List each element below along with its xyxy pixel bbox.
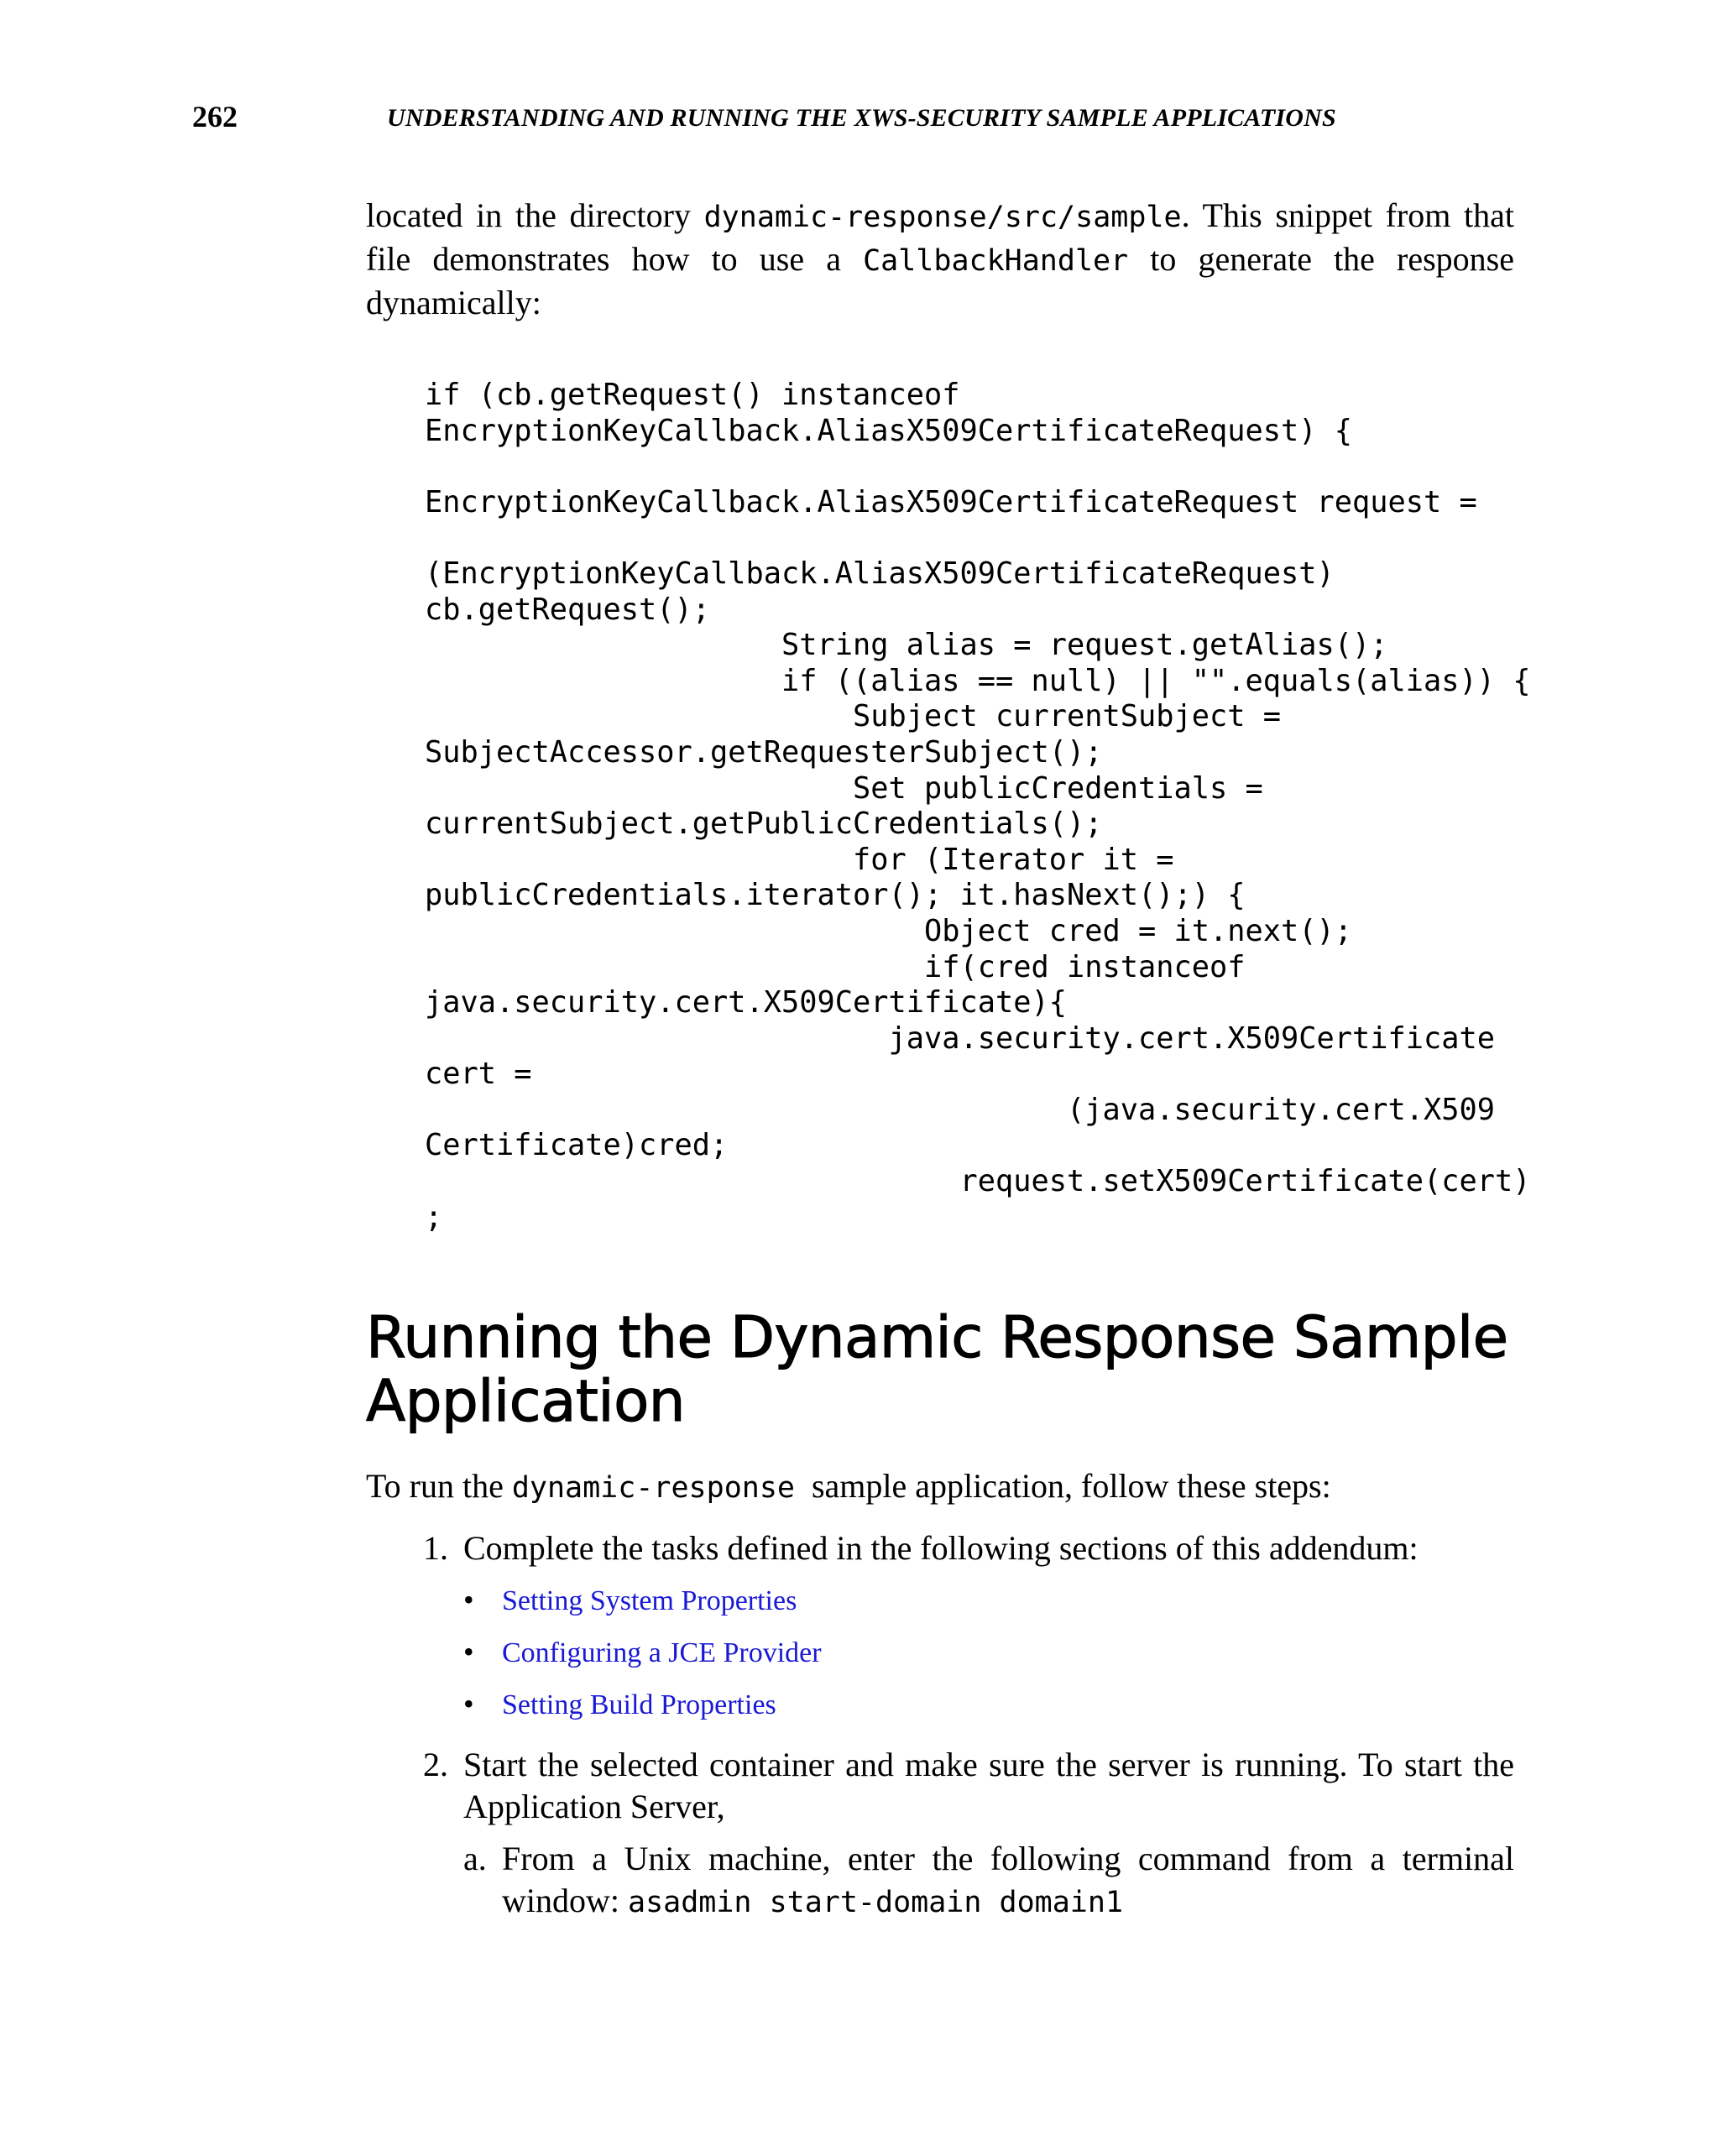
section-title: Running the Dynamic Response Sample Application xyxy=(366,1304,1508,1436)
step-text: Start the selected container and make sure the server is running. To start the Application Server, xyxy=(463,1746,1514,1826)
bullet-icon: • xyxy=(463,1687,474,1721)
list-item xyxy=(463,1637,1514,1670)
code-snippet: if (cb.getRequest() instanceof EncryptionKeyCallback.AliasX509CertificateRequest) { EncryptionKeyCallback.AliasX509CertificateRequest request = (EncryptionKeyCallback.AliasX509CertificateRequest) cb.getRequest(); String alias = request.getAlias(); if ((alias == null) || "".equals(alias)) { Subject currentSubject = SubjectAccessor.getRequesterSubject(); Set publicCredentials = currentSubject.getPublicCredentials(); for (Iterator it = publicCredentials.iterator(); it.hasNext();) { Object cred = it.next(); if(cred instanceof java.security.cert.X509Certificate){ java.security.cert.X509Certificate cert = (java.security.cert.X509 Certificate)cred; request.setX509Certificate(cert) ; xyxy=(425,378,1531,1235)
sample-name: dynamic-response xyxy=(511,1471,795,1506)
class-name: CallbackHandler xyxy=(863,244,1129,278)
directory-path: dynamic-response/src/sample xyxy=(703,201,1182,234)
step-number: 2. xyxy=(423,1746,448,1784)
page-number: 262 xyxy=(192,100,238,133)
link-setting-system-properties[interactable]: Setting System Properties xyxy=(502,1585,797,1617)
page-content xyxy=(366,195,1531,1945)
intro-paragraph: located in the directory dynamic-response/src/sample. This snippet from that file demonstrates how to use a CallbackHandler to generate the response dynamically: xyxy=(366,196,1514,321)
list-item xyxy=(463,1689,1514,1722)
list-item xyxy=(463,1584,1514,1618)
section-intro: To run the dynamic-response sample application, follow these steps: xyxy=(366,1467,1331,1506)
substeps-list xyxy=(463,1838,1514,1924)
step-1 xyxy=(366,1527,1514,1722)
section-links xyxy=(463,1584,1514,1722)
link-configuring-jce-provider[interactable]: Configuring a JCE Provider xyxy=(502,1637,822,1669)
command-text: asadmin start-domain domain1 xyxy=(628,1886,1124,1920)
bullet-icon: • xyxy=(463,1583,474,1617)
substep-text: From a Unix machine, enter the following command from a terminal window: xyxy=(502,1840,1514,1920)
page-header xyxy=(192,99,1527,141)
substep-letter: a. xyxy=(463,1840,487,1878)
bullet-icon: • xyxy=(463,1635,474,1669)
running-head: UNDERSTANDING AND RUNNING THE XWS-SECURITY SAMPLE APPLICATIONS xyxy=(387,104,1336,132)
step-2 xyxy=(366,1744,1514,1924)
link-setting-build-properties[interactable]: Setting Build Properties xyxy=(502,1689,776,1721)
substep-a xyxy=(463,1838,1514,1924)
steps-list xyxy=(366,1527,1514,1924)
step-number: 1. xyxy=(423,1529,448,1568)
step-text: Complete the tasks defined in the following sections of this addendum: xyxy=(463,1529,1419,1568)
